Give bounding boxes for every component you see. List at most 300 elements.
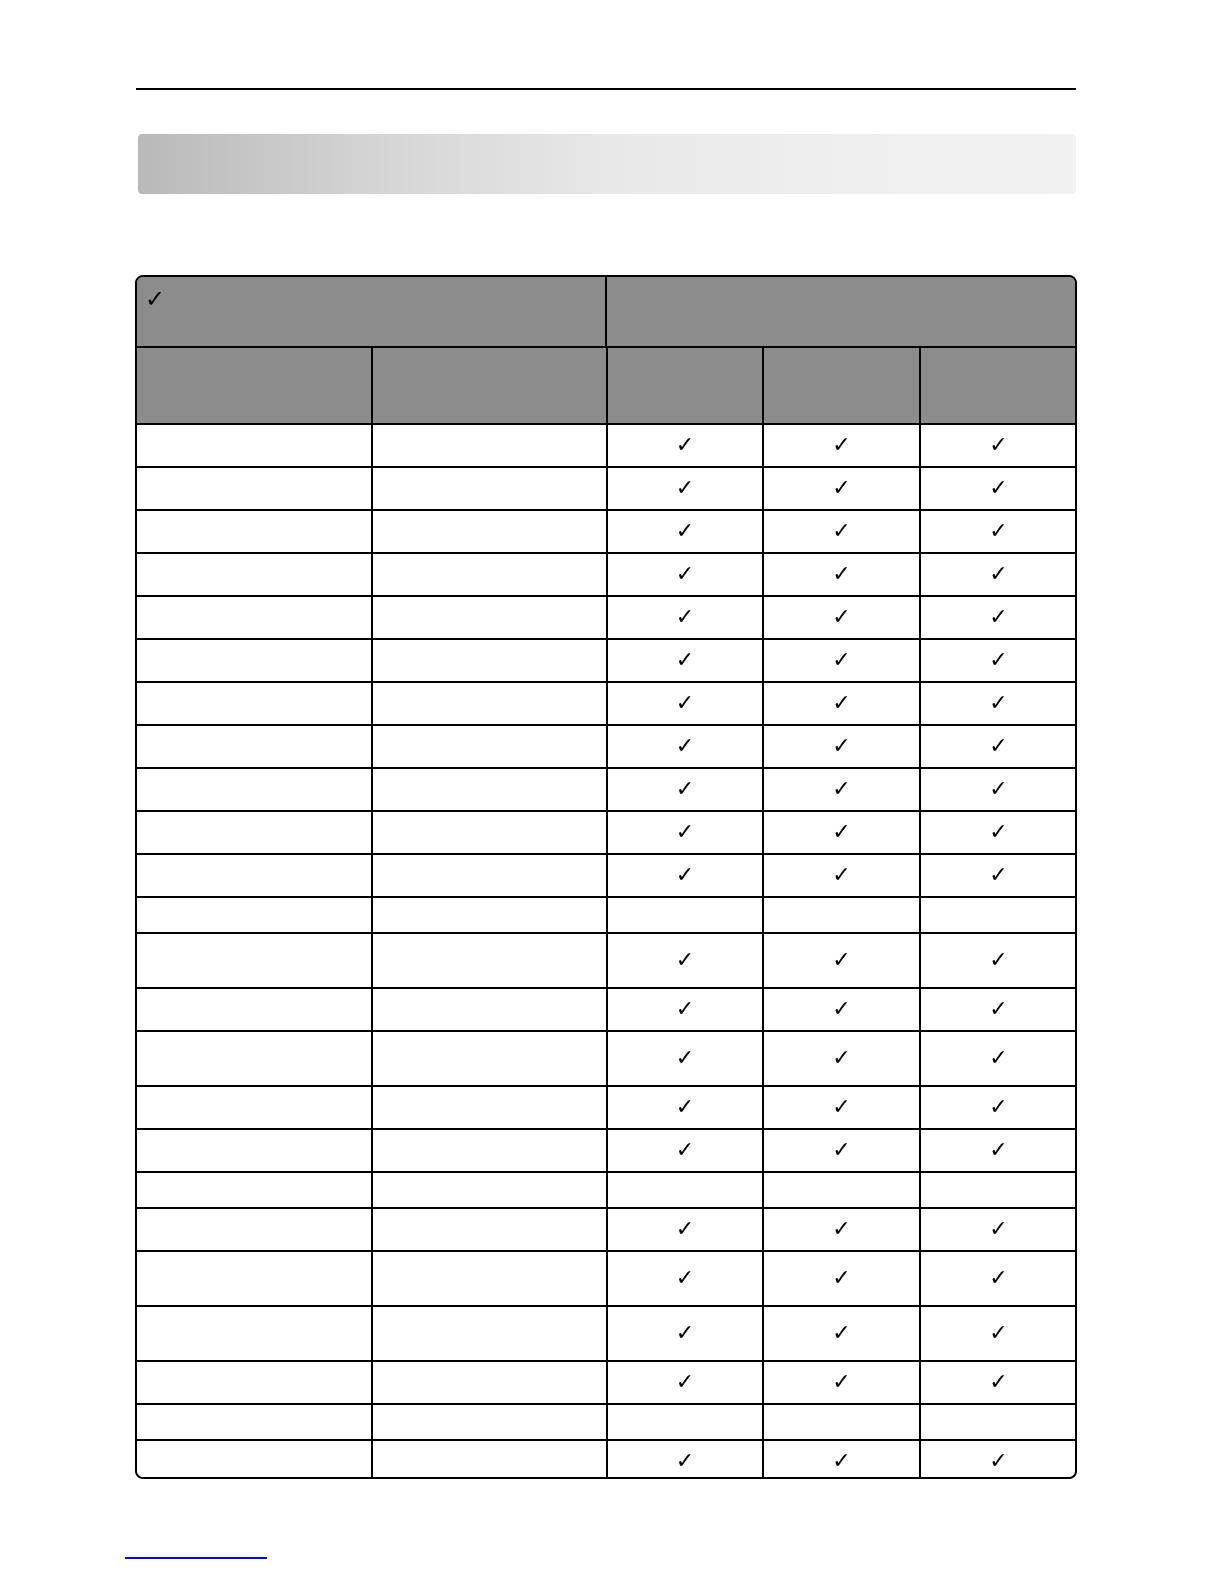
table-row bbox=[137, 1128, 1077, 1171]
support-cell bbox=[920, 855, 1077, 896]
column-group-header bbox=[607, 277, 1077, 346]
support-cell bbox=[920, 1441, 1077, 1479]
support-cell bbox=[607, 1087, 763, 1128]
check-icon: ✓ bbox=[989, 776, 1008, 802]
row-sublabel bbox=[372, 1441, 607, 1479]
table-row bbox=[137, 681, 1077, 724]
column-divider bbox=[371, 855, 373, 896]
check-icon: ✓ bbox=[832, 733, 851, 759]
support-cell bbox=[920, 640, 1077, 681]
support-cell bbox=[763, 425, 920, 466]
column-divider bbox=[606, 812, 608, 853]
row-sublabel bbox=[372, 1252, 607, 1305]
row-sublabel bbox=[372, 1173, 607, 1207]
row-label bbox=[137, 1441, 372, 1479]
check-icon: ✓ bbox=[989, 561, 1008, 587]
column-divider bbox=[371, 898, 373, 932]
column-divider bbox=[371, 989, 373, 1030]
row-label bbox=[137, 1032, 372, 1085]
support-cell bbox=[920, 468, 1077, 509]
row-label bbox=[137, 1173, 372, 1207]
row-label bbox=[137, 1209, 372, 1250]
support-cell bbox=[763, 1405, 920, 1439]
support-cell bbox=[763, 934, 920, 987]
check-icon: ✓ bbox=[989, 647, 1008, 673]
support-cell bbox=[920, 1032, 1077, 1085]
check-icon: ✓ bbox=[675, 1137, 695, 1163]
check-icon: ✓ bbox=[675, 475, 695, 501]
support-cell bbox=[607, 1173, 763, 1207]
column-divider bbox=[919, 934, 921, 987]
column-divider bbox=[919, 1032, 921, 1085]
column-header bbox=[372, 348, 607, 423]
row-sublabel bbox=[372, 812, 607, 853]
check-icon: ✓ bbox=[675, 947, 695, 973]
column-divider bbox=[919, 812, 921, 853]
support-cell bbox=[920, 726, 1077, 767]
column-divider bbox=[371, 1173, 373, 1207]
column-divider bbox=[919, 1362, 921, 1403]
column-divider bbox=[919, 1209, 921, 1250]
check-icon: ✓ bbox=[989, 604, 1008, 630]
check-icon: ✓ bbox=[832, 604, 851, 630]
support-cell bbox=[920, 597, 1077, 638]
column-divider bbox=[606, 554, 608, 595]
table-row bbox=[137, 1250, 1077, 1305]
row-label bbox=[137, 640, 372, 681]
check-icon: ✓ bbox=[832, 1265, 851, 1291]
support-cell bbox=[763, 683, 920, 724]
row-label bbox=[137, 1307, 372, 1360]
table-row bbox=[137, 1085, 1077, 1128]
support-cell bbox=[607, 1209, 763, 1250]
column-divider bbox=[919, 1173, 921, 1207]
row-label bbox=[137, 855, 372, 896]
column-divider bbox=[919, 597, 921, 638]
column-divider bbox=[371, 640, 373, 681]
support-cell bbox=[763, 1252, 920, 1305]
support-cell bbox=[763, 898, 920, 932]
column-header bbox=[137, 348, 372, 423]
check-icon: ✓ bbox=[675, 1045, 695, 1071]
row-sublabel bbox=[372, 597, 607, 638]
table-row bbox=[137, 552, 1077, 595]
check-icon: ✓ bbox=[832, 475, 851, 501]
check-icon: ✓ bbox=[989, 1448, 1008, 1474]
column-divider bbox=[762, 726, 764, 767]
column-divider bbox=[606, 934, 608, 987]
check-icon: ✓ bbox=[989, 733, 1008, 759]
table-row bbox=[137, 638, 1077, 681]
column-divider bbox=[762, 640, 764, 681]
column-divider bbox=[606, 425, 608, 466]
column-divider bbox=[919, 1405, 921, 1439]
support-cell bbox=[763, 812, 920, 853]
check-icon: ✓ bbox=[989, 1216, 1008, 1242]
support-cell bbox=[763, 769, 920, 810]
support-cell bbox=[763, 855, 920, 896]
row-label bbox=[137, 812, 372, 853]
check-icon: ✓ bbox=[832, 776, 851, 802]
support-cell bbox=[763, 1307, 920, 1360]
column-divider bbox=[762, 511, 764, 552]
check-icon: ✓ bbox=[675, 862, 695, 888]
check-icon: ✓ bbox=[675, 604, 695, 630]
column-divider bbox=[606, 1087, 608, 1128]
column-divider bbox=[606, 468, 608, 509]
column-divider bbox=[762, 1130, 764, 1171]
support-cell bbox=[607, 1307, 763, 1360]
column-divider bbox=[606, 1173, 608, 1207]
table-row bbox=[137, 595, 1077, 638]
compatibility-table bbox=[135, 275, 1077, 1479]
check-icon: ✓ bbox=[832, 432, 851, 458]
column-divider bbox=[606, 640, 608, 681]
support-cell bbox=[607, 425, 763, 466]
column-divider bbox=[606, 1252, 608, 1305]
table-row bbox=[137, 1305, 1077, 1360]
row-sublabel bbox=[372, 726, 607, 767]
row-sublabel bbox=[372, 683, 607, 724]
row-label bbox=[137, 1405, 372, 1439]
check-icon: ✓ bbox=[989, 1045, 1008, 1071]
check-icon: ✓ bbox=[832, 819, 851, 845]
column-divider bbox=[762, 1307, 764, 1360]
check-icon: ✓ bbox=[675, 1448, 695, 1474]
check-icon: ✓ bbox=[832, 1369, 851, 1395]
check-icon: ✓ bbox=[832, 1137, 851, 1163]
row-sublabel bbox=[372, 554, 607, 595]
row-sublabel bbox=[372, 640, 607, 681]
check-icon: ✓ bbox=[989, 996, 1008, 1022]
support-cell bbox=[763, 640, 920, 681]
support-cell bbox=[763, 1362, 920, 1403]
check-icon: ✓ bbox=[989, 1094, 1008, 1120]
row-sublabel bbox=[372, 989, 607, 1030]
column-divider bbox=[606, 726, 608, 767]
support-cell bbox=[607, 468, 763, 509]
column-divider bbox=[919, 554, 921, 595]
column-divider bbox=[371, 934, 373, 987]
table-row bbox=[137, 1171, 1077, 1207]
column-header bbox=[607, 348, 763, 423]
column-divider bbox=[919, 855, 921, 896]
support-cell bbox=[920, 1405, 1077, 1439]
table-row bbox=[137, 1030, 1077, 1085]
column-divider bbox=[919, 348, 921, 423]
support-cell bbox=[763, 1441, 920, 1479]
support-cell bbox=[607, 1441, 763, 1479]
row-sublabel bbox=[372, 1307, 607, 1360]
column-divider bbox=[919, 425, 921, 466]
row-label bbox=[137, 1362, 372, 1403]
column-divider bbox=[762, 1087, 764, 1128]
column-divider bbox=[606, 1032, 608, 1085]
check-icon: ✓ bbox=[989, 947, 1008, 973]
column-divider bbox=[762, 812, 764, 853]
column-divider bbox=[606, 1362, 608, 1403]
support-cell bbox=[920, 769, 1077, 810]
row-label bbox=[137, 989, 372, 1030]
support-cell bbox=[920, 425, 1077, 466]
column-divider bbox=[371, 726, 373, 767]
table-row bbox=[137, 724, 1077, 767]
column-divider bbox=[371, 1209, 373, 1250]
support-cell bbox=[920, 1173, 1077, 1207]
support-cell bbox=[607, 1252, 763, 1305]
check-icon: ✓ bbox=[832, 947, 851, 973]
check-icon: ✓ bbox=[989, 819, 1008, 845]
column-divider bbox=[919, 989, 921, 1030]
check-icon: ✓ bbox=[675, 1216, 695, 1242]
column-divider bbox=[762, 1405, 764, 1439]
table-row bbox=[137, 1360, 1077, 1403]
support-cell bbox=[763, 554, 920, 595]
table-row bbox=[137, 932, 1077, 987]
support-cell bbox=[920, 812, 1077, 853]
column-divider bbox=[371, 1252, 373, 1305]
check-icon: ✓ bbox=[832, 862, 851, 888]
check-icon: ✓ bbox=[832, 1320, 851, 1346]
support-cell bbox=[920, 1130, 1077, 1171]
column-divider bbox=[606, 348, 608, 423]
column-divider bbox=[371, 511, 373, 552]
row-label bbox=[137, 683, 372, 724]
check-icon: ✓ bbox=[832, 996, 851, 1022]
column-divider bbox=[606, 1405, 608, 1439]
column-divider bbox=[606, 989, 608, 1030]
check-icon: ✓ bbox=[989, 518, 1008, 544]
check-icon: ✓ bbox=[675, 690, 695, 716]
column-divider bbox=[371, 468, 373, 509]
column-divider bbox=[762, 1252, 764, 1305]
row-sublabel bbox=[372, 1362, 607, 1403]
row-sublabel bbox=[372, 855, 607, 896]
column-divider bbox=[371, 812, 373, 853]
support-cell bbox=[607, 1405, 763, 1439]
support-cell bbox=[607, 769, 763, 810]
check-icon: ✓ bbox=[675, 1094, 695, 1120]
column-divider bbox=[919, 898, 921, 932]
support-cell bbox=[607, 812, 763, 853]
column-divider bbox=[762, 1209, 764, 1250]
check-icon: ✓ bbox=[832, 518, 851, 544]
row-sublabel bbox=[372, 934, 607, 987]
column-divider bbox=[371, 1087, 373, 1128]
row-label bbox=[137, 934, 372, 987]
row-label bbox=[137, 726, 372, 767]
column-divider bbox=[762, 934, 764, 987]
column-divider bbox=[606, 511, 608, 552]
check-icon: ✓ bbox=[989, 1320, 1008, 1346]
check-icon: ✓ bbox=[675, 1265, 695, 1291]
support-cell bbox=[607, 1130, 763, 1171]
support-cell bbox=[763, 1173, 920, 1207]
column-divider bbox=[762, 1362, 764, 1403]
column-header bbox=[763, 348, 920, 423]
column-divider bbox=[762, 898, 764, 932]
row-label bbox=[137, 468, 372, 509]
support-cell bbox=[763, 1087, 920, 1128]
column-divider bbox=[371, 1307, 373, 1360]
table-row bbox=[137, 1207, 1077, 1250]
check-icon: ✓ bbox=[989, 1369, 1008, 1395]
row-label bbox=[137, 554, 372, 595]
column-divider bbox=[371, 554, 373, 595]
table-row bbox=[137, 810, 1077, 853]
section-title-banner bbox=[138, 134, 1076, 194]
check-icon: ✓ bbox=[989, 475, 1008, 501]
table-row bbox=[137, 987, 1077, 1030]
column-divider bbox=[919, 1252, 921, 1305]
row-label bbox=[137, 1130, 372, 1171]
check-icon: ✓ bbox=[832, 647, 851, 673]
column-divider bbox=[762, 348, 764, 423]
check-icon: ✓ bbox=[832, 690, 851, 716]
row-sublabel bbox=[372, 468, 607, 509]
support-cell bbox=[607, 1362, 763, 1403]
check-icon: ✓ bbox=[675, 996, 695, 1022]
header-rule bbox=[136, 88, 1076, 90]
support-cell bbox=[920, 1307, 1077, 1360]
check-icon: ✓ bbox=[989, 432, 1008, 458]
column-divider bbox=[606, 1209, 608, 1250]
check-icon: ✓ bbox=[675, 733, 695, 759]
table-row bbox=[137, 423, 1077, 466]
column-divider bbox=[919, 1307, 921, 1360]
column-divider bbox=[762, 989, 764, 1030]
support-cell bbox=[763, 1032, 920, 1085]
column-divider bbox=[606, 1130, 608, 1171]
check-icon: ✓ bbox=[989, 1137, 1008, 1163]
table-row bbox=[137, 466, 1077, 509]
column-divider bbox=[371, 1032, 373, 1085]
column-divider bbox=[371, 683, 373, 724]
row-label bbox=[137, 597, 372, 638]
column-divider bbox=[762, 1173, 764, 1207]
column-divider bbox=[762, 769, 764, 810]
check-icon: ✓ bbox=[832, 1094, 851, 1120]
column-divider bbox=[762, 597, 764, 638]
row-label bbox=[137, 425, 372, 466]
check-icon: ✓ bbox=[145, 285, 166, 313]
column-divider bbox=[919, 640, 921, 681]
support-cell bbox=[607, 1032, 763, 1085]
column-divider bbox=[606, 1307, 608, 1360]
support-cell bbox=[607, 934, 763, 987]
row-label bbox=[137, 769, 372, 810]
table-legend bbox=[137, 277, 607, 346]
support-cell bbox=[920, 554, 1077, 595]
support-cell bbox=[920, 1209, 1077, 1250]
column-divider bbox=[919, 683, 921, 724]
check-icon: ✓ bbox=[675, 647, 695, 673]
column-divider bbox=[606, 769, 608, 810]
column-divider bbox=[919, 726, 921, 767]
row-sublabel bbox=[372, 769, 607, 810]
row-sublabel bbox=[372, 1209, 607, 1250]
column-divider bbox=[371, 769, 373, 810]
support-cell bbox=[763, 989, 920, 1030]
check-icon: ✓ bbox=[832, 561, 851, 587]
column-divider bbox=[371, 1362, 373, 1403]
check-icon: ✓ bbox=[675, 819, 695, 845]
row-sublabel bbox=[372, 898, 607, 932]
check-icon: ✓ bbox=[675, 776, 695, 802]
support-cell bbox=[763, 468, 920, 509]
row-label bbox=[137, 1252, 372, 1305]
row-label bbox=[137, 511, 372, 552]
row-sublabel bbox=[372, 1405, 607, 1439]
support-cell bbox=[920, 898, 1077, 932]
footer-link-underline[interactable] bbox=[125, 1557, 267, 1559]
check-icon: ✓ bbox=[989, 862, 1008, 888]
check-icon: ✓ bbox=[832, 1448, 851, 1474]
column-divider bbox=[762, 855, 764, 896]
row-sublabel bbox=[372, 511, 607, 552]
row-sublabel bbox=[372, 425, 607, 466]
support-cell bbox=[763, 1130, 920, 1171]
support-cell bbox=[920, 1252, 1077, 1305]
support-cell bbox=[920, 683, 1077, 724]
support-cell bbox=[920, 989, 1077, 1030]
check-icon: ✓ bbox=[989, 1265, 1008, 1291]
column-divider bbox=[606, 898, 608, 932]
column-divider bbox=[371, 1441, 373, 1479]
row-sublabel bbox=[372, 1130, 607, 1171]
table-row bbox=[137, 1439, 1077, 1479]
check-icon: ✓ bbox=[832, 1216, 851, 1242]
support-cell bbox=[920, 934, 1077, 987]
table-row bbox=[137, 767, 1077, 810]
column-divider bbox=[919, 1441, 921, 1479]
table-row bbox=[137, 853, 1077, 896]
column-divider bbox=[762, 683, 764, 724]
column-divider bbox=[606, 1441, 608, 1479]
support-cell bbox=[607, 640, 763, 681]
table-row bbox=[137, 896, 1077, 932]
support-cell bbox=[607, 898, 763, 932]
support-cell bbox=[607, 855, 763, 896]
table-row bbox=[137, 1403, 1077, 1439]
column-divider bbox=[371, 348, 373, 423]
support-cell bbox=[763, 597, 920, 638]
support-cell bbox=[607, 597, 763, 638]
column-divider bbox=[762, 554, 764, 595]
support-cell bbox=[920, 1362, 1077, 1403]
column-divider bbox=[762, 1441, 764, 1479]
column-divider bbox=[371, 425, 373, 466]
row-label bbox=[137, 1087, 372, 1128]
check-icon: ✓ bbox=[675, 561, 695, 587]
check-icon: ✓ bbox=[675, 518, 695, 544]
column-divider bbox=[606, 597, 608, 638]
support-cell bbox=[763, 1209, 920, 1250]
row-sublabel bbox=[372, 1087, 607, 1128]
column-divider bbox=[762, 1032, 764, 1085]
column-divider bbox=[919, 769, 921, 810]
column-divider bbox=[919, 1130, 921, 1171]
table-header-row bbox=[137, 346, 1077, 423]
table-row bbox=[137, 509, 1077, 552]
support-cell bbox=[607, 554, 763, 595]
column-divider bbox=[919, 468, 921, 509]
column-divider bbox=[606, 855, 608, 896]
support-cell bbox=[920, 1087, 1077, 1128]
check-icon: ✓ bbox=[675, 1369, 695, 1395]
support-cell bbox=[607, 989, 763, 1030]
support-cell bbox=[920, 511, 1077, 552]
